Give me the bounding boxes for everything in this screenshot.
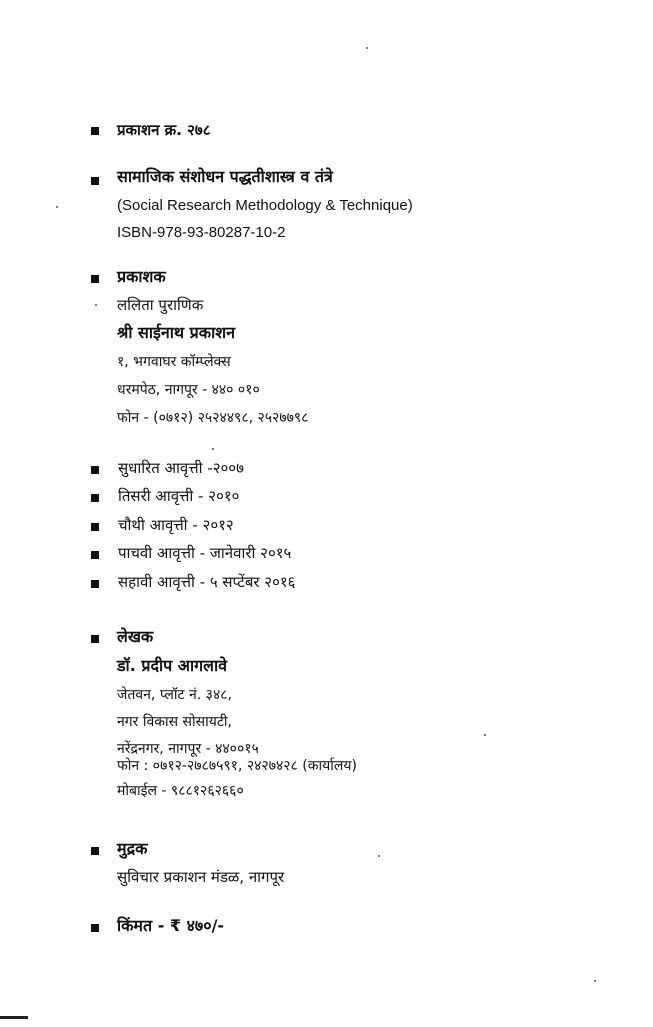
author-address-line1: जेतवन, प्लॉट नं. ३४८, — [117, 687, 232, 703]
author-address-line2: नगर विकास सोसायटी, — [117, 714, 232, 730]
scan-edge-mark — [0, 1016, 28, 1019]
bullet-edition — [91, 580, 99, 588]
bullet-publisher — [91, 275, 99, 283]
edition-item: चौथी आवृत्ती - २०१२ — [118, 516, 234, 534]
bullet-book-title — [91, 177, 99, 185]
book-english-title: (Social Research Methodology & Technique) — [117, 197, 413, 214]
author-address-line3: नरेंद्रनगर, नागपूर - ४४००१५ — [117, 741, 259, 757]
scan-speck — [212, 448, 214, 450]
publication-number: प्रकाशन क्र. २७८ — [117, 121, 211, 139]
printer-heading: मुद्रक — [117, 839, 148, 858]
bullet-edition — [91, 551, 99, 559]
bullet-edition — [91, 523, 99, 531]
edition-item: पाचवी आवृत्ती - जानेवारी २०१५ — [118, 544, 292, 562]
edition-item: सुधारित आवृत्ती -२००७ — [118, 459, 244, 477]
scan-speck — [594, 980, 596, 982]
publisher-person: ललिता पुराणिक — [117, 296, 204, 314]
author-heading: लेखक — [117, 627, 154, 646]
bullet-edition — [91, 494, 99, 502]
bullet-edition — [91, 466, 99, 474]
scan-speck — [378, 855, 380, 857]
isbn: ISBN-978-93-80287-10-2 — [117, 224, 286, 241]
publisher-phone: फोन - (०७१२) २५२४४९८, २५२७७९८ — [117, 410, 309, 426]
publisher-heading: प्रकाशक — [117, 267, 166, 286]
author-name: डॉ. प्रदीप आगलावे — [117, 656, 228, 675]
bullet-publication-number — [91, 127, 99, 135]
edition-item: तिसरी आवृत्ती - २०१० — [118, 487, 240, 505]
bullet-printer — [91, 847, 99, 855]
scan-speck — [95, 304, 97, 306]
author-phone: फोन : ०७१२-२७८७५९१, २४२७४२८ (कार्यालय) — [117, 758, 357, 774]
edition-item: सहावी आवृत्ती - ५ सप्टेंबर २०१६ — [118, 573, 296, 591]
author-mobile: मोबाईल - ९८८१२६२६६० — [117, 783, 244, 799]
scan-speck — [484, 734, 486, 736]
scan-speck — [56, 206, 58, 208]
scan-speck — [366, 47, 368, 49]
book-title: सामाजिक संशोधन पद्धतीशास्त्र व तंत्रे — [117, 167, 333, 186]
printer-name: सुविचार प्रकाशन मंडळ, नागपूर — [117, 868, 285, 886]
bullet-price — [91, 924, 99, 932]
publisher-address-line2: धरमपेठ, नागपूर - ४४० ०१० — [117, 382, 260, 398]
price-line: किंमत - ₹ ४७०/- — [117, 916, 225, 935]
publisher-name: श्री साईनाथ प्रकाशन — [117, 323, 235, 342]
publisher-address-line1: १, भगवाघर कॉम्प्लेक्स — [117, 354, 231, 370]
bullet-author — [91, 635, 99, 643]
